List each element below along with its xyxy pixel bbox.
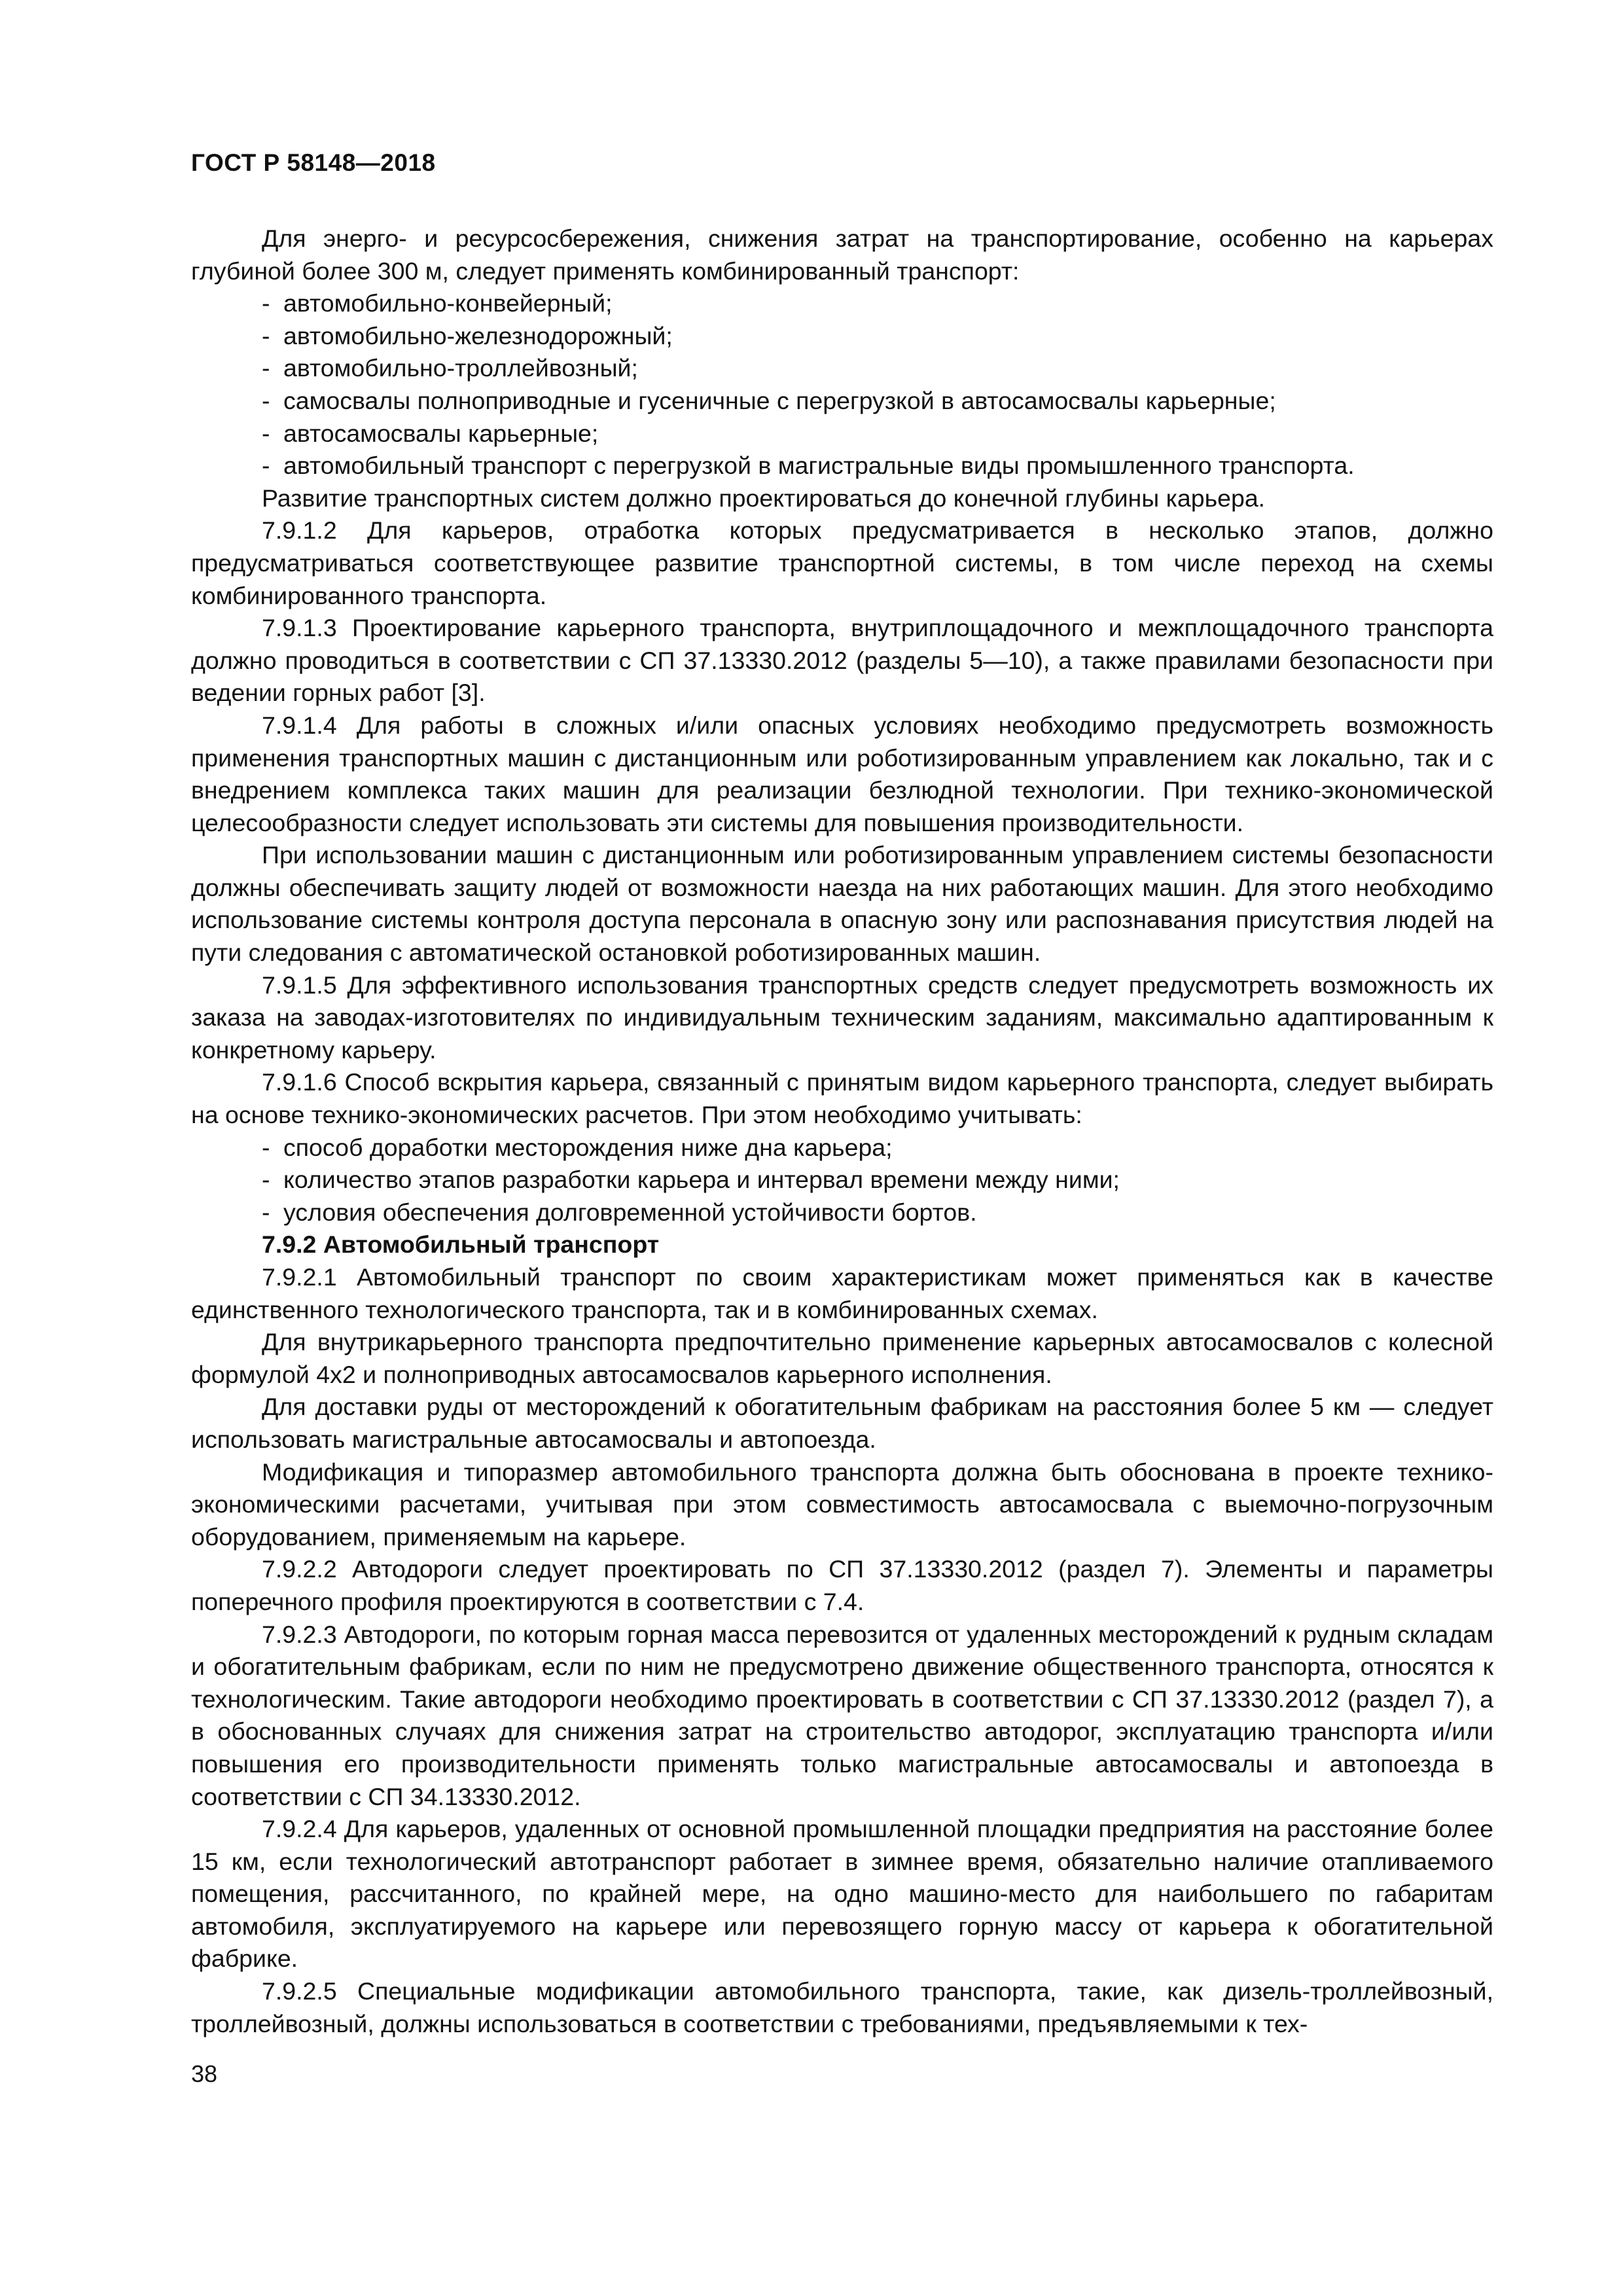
list-item-text: автомобильный транспорт с перегрузкой в магистральные виды промышленного транспорта. (283, 452, 1355, 480)
paragraph: 7.9.2.5 Специальные модификации автомобильного транспорта, такие, как дизель-троллейвозный, троллейвозный, должны использоваться в соответствии с требованиями, предъявляемыми к тех- (191, 1977, 1493, 2037)
list-item-text: условия обеспечения долговременной устойчивости бортов. (283, 1198, 977, 1226)
document-body (191, 223, 1493, 2040)
list-dash: - (262, 289, 270, 317)
paragraph: Модификация и типоразмер автомобильного транспорта должна быть обоснована в проекте технико-экономическими расчетами, учитывая при этом совместимость автосамосвала с выемочно-погрузочным оборудованием, применяемым на карьере. (191, 1458, 1493, 1551)
list-item-text: автомобильно-железнодорожный; (283, 321, 673, 350)
list-item-text: самосвалы полноприводные и гусеничные с перегрузкой в автосамосвалы карьерные; (283, 386, 1276, 414)
paragraph: 7.9.1.6 Способ вскрытия карьера, связанный с принятым видом карьерного транспорта, следует выбирать на основе технико-экономических расчетов. При этом необходимо учитывать: (191, 1068, 1493, 1129)
paragraph: 7.9.1.4 Для работы в сложных и/или опасных условиях необходимо предусмотреть возможность применения транспортных машин с дистанционным или роботизированным управлением как локально, так и с внедрением комплекса таких машин для реализации безлюдной технологии. При технико-экономической целесообразности следует использовать эти системы для повышения производительности. (191, 711, 1493, 836)
paragraph: 7.9.1.3 Проектирование карьерного транспорта, внутриплощадочного и межплощадочного транспорта должно проводиться в соответствии с СП 37.13330.2012 (разделы 5—10), а также правилами безопасности при ведении горных работ [3]. (191, 614, 1493, 707)
document-header: ГОСТ Р 58148—2018 (191, 149, 436, 176)
paragraph: Для доставки руды от месторождений к обогатительным фабрикам на расстояния более 5 км — следует использовать магистральные автосамосвалы и автопоезда. (191, 1393, 1493, 1453)
list-item (191, 287, 1493, 320)
list-dash: - (262, 354, 270, 382)
list-dash: - (262, 1133, 270, 1161)
page-number: 38 (191, 2060, 218, 2087)
paragraph: 7.9.1.5 Для эффективного использования транспортных средств следует предусмотреть возможность их заказа на заводах-изготовителях по индивидуальным техническим заданиям, максимально адаптированным к конкретному карьеру. (191, 971, 1493, 1064)
list-item-text: автосамосвалы карьерные; (283, 419, 599, 447)
paragraph: 7.9.1.2 Для карьеров, отработка которых предусматривается в несколько этапов, должно предусматриваться соответствующее развитие транспортной системы, в том числе переход на схемы комбинированного транспорта. (191, 516, 1493, 609)
list-dash: - (262, 452, 270, 480)
paragraph: 7.9.2.4 Для карьеров, удаленных от основной промышленной площадки предприятия на расстояние более 15 км, если технологический автотранспорт работает в зимнее время, обязательно наличие отапливаемого помещения, рассчитанного, по крайней мере, на одно машино-место для наибольшего по габаритам автомобиля, эксплуатируемого на карьере или перевозящего горную массу от карьера к обогатительной фабрике. (191, 1815, 1493, 1973)
list-item-text: автомобильно-конвейерный; (283, 289, 613, 317)
list-item (191, 385, 1493, 418)
list-item (191, 418, 1493, 450)
list-item (191, 450, 1493, 482)
paragraph: 7.9.2.1 Автомобильный транспорт по своим характеристикам может применяться как в качестве единственного технологического транспорта, так и в комбинированных схемах. (191, 1263, 1493, 1323)
paragraph: Для энерго- и ресурсосбережения, снижения затрат на транспортирование, особенно на карьерах глубиной более 300 м, следует применять комбинированный транспорт: (191, 224, 1493, 285)
paragraph: 7.9.2.2 Автодороги следует проектировать по СП 37.13330.2012 (раздел 7). Элементы и параметры поперечного профиля проектируются в соответствии с 7.4. (191, 1555, 1493, 1615)
list-dash: - (262, 419, 270, 447)
list-dash: - (262, 386, 270, 414)
paragraph: Для внутрикарьерного транспорта предпочтительно применение карьерных автосамосвалов с колесной формулой 4х2 и полноприводных автосамосвалов карьерного исполнения. (191, 1328, 1493, 1388)
list-item (191, 320, 1493, 353)
list-item-text: автомобильно-троллейвозный; (283, 354, 638, 382)
list-dash: - (262, 1166, 270, 1194)
list-item-text: количество этапов разработки карьера и интервал времени между ними; (283, 1166, 1120, 1194)
list-dash: - (262, 1198, 270, 1226)
paragraph: При использовании машин с дистанционным или роботизированным управлением системы безопасности должны обеспечивать защиту людей от возможности наезда на них работающих машин. Для этого необходимо использование системы контроля доступа персонала в опасную зону или распознавания присутствия людей на пути следования с автоматической остановкой роботизированных машин. (191, 841, 1493, 967)
paragraph: 7.9.2.3 Автодороги, по которым горная масса перевозится от удаленных месторождений к рудным складам и обогатительным фабрикам, если по ним не предусмотрено движение общественного транспорта, относятся к технологическим. Такие автодороги необходимо проектировать в соответствии с СП 37.13330.2012 (раздел 7), а в обоснованных случаях для снижения затрат на строительство автодорог, эксплуатацию транспорта и/или повышения его производительности применять только магистральные автосамосвалы и автопоезда в соответствии с СП 34.13330.2012. (191, 1620, 1493, 1810)
list-item (191, 1164, 1493, 1196)
section-heading: 7.9.2 Автомобильный транспорт (262, 1230, 660, 1259)
list-item (191, 352, 1493, 385)
list-item (191, 1196, 1493, 1229)
list-dash: - (262, 321, 270, 350)
list-item (191, 1132, 1493, 1164)
paragraph: Развитие транспортных систем должно проектироваться до конечной глубины карьера. (262, 484, 1266, 512)
list-item-text: способ доработки месторождения ниже дна карьера; (283, 1133, 893, 1161)
